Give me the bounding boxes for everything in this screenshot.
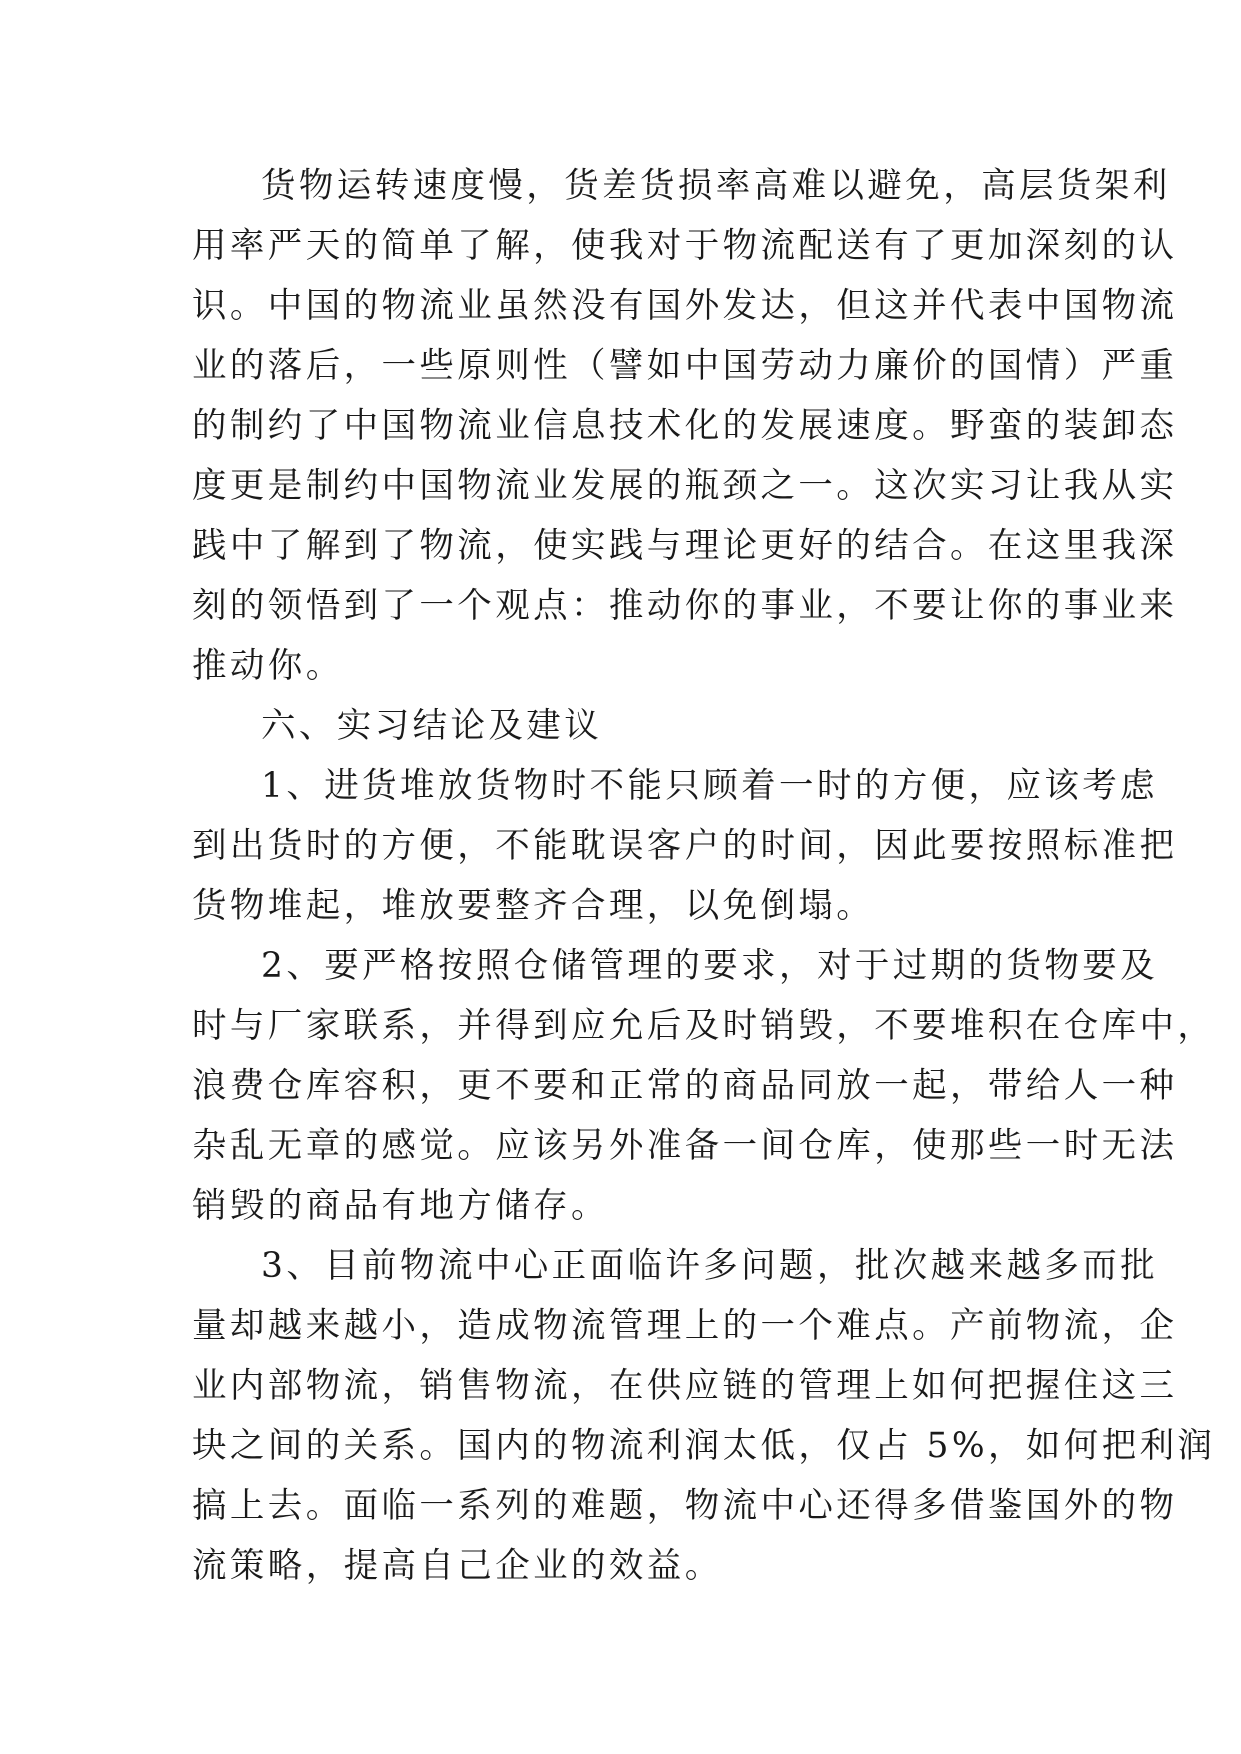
- heading-line: 六、实习结论及建议: [261, 706, 603, 746]
- text-line: 到出货时的方便，不能耽误客户的时间，因此要按照标准把: [192, 826, 1178, 866]
- text-line: 块之间的关系。国内的物流利润太低，仅占 5%，如何把利润: [192, 1426, 1216, 1466]
- text-line: 3、目前物流中心正面临许多问题，批次越来越多而批: [261, 1246, 1159, 1286]
- text-line: 的制约了中国物流业信息技术化的发展速度。野蛮的装卸态: [192, 406, 1178, 446]
- section-heading: [192, 696, 1054, 756]
- text-line: 浪费仓库容积，更不要和正常的商品同放一起，带给人一种: [192, 1066, 1178, 1106]
- text-line: 推动你。: [192, 646, 344, 686]
- text-line: 流策略，提高自己企业的效益。: [192, 1546, 723, 1586]
- text-line: 时与厂家联系，并得到应允后及时销毁，不要堆积在仓库中，: [192, 1006, 1216, 1046]
- text-line: 1、进货堆放货物时不能只顾着一时的方便，应该考虑: [261, 766, 1159, 806]
- text-line: 销毁的商品有地方储存。: [192, 1186, 609, 1226]
- text-line: 业的落后，一些原则性（譬如中国劳动力廉价的国情）严重: [192, 346, 1178, 386]
- text-line: 货物运转速度慢，货差货损率高难以避免，高层货架利: [261, 166, 1171, 206]
- text-line: 杂乱无章的感觉。应该另外准备一间仓库，使那些一时无法: [192, 1126, 1178, 1166]
- text-line: 2、要严格按照仓储管理的要求，对于过期的货物要及: [261, 946, 1159, 986]
- text-line: 用率严天的简单了解，使我对于物流配送有了更加深刻的认: [192, 226, 1178, 266]
- text-line: 货物堆起，堆放要整齐合理，以免倒塌。: [192, 886, 875, 926]
- text-line: 识。中国的物流业虽然没有国外发达，但这并代表中国物流: [192, 286, 1178, 326]
- text-line: 量却越来越小，造成物流管理上的一个难点。产前物流，企: [192, 1306, 1178, 1346]
- document-body: [192, 156, 1216, 1596]
- text-line: 刻的领悟到了一个观点：推动你的事业，不要让你的事业来: [192, 586, 1178, 626]
- paragraph-1: [192, 156, 1178, 696]
- text-line: 度更是制约中国物流业发展的瓶颈之一。这次实习让我从实: [192, 466, 1178, 506]
- text-line: 搞上去。面临一系列的难题，物流中心还得多借鉴国外的物: [192, 1486, 1178, 1526]
- text-line: 业内部物流，销售物流，在供应链的管理上如何把握住这三: [192, 1366, 1178, 1406]
- paragraph-suggestion-3: [192, 1236, 1216, 1596]
- paragraph-suggestion-1: [192, 756, 1178, 936]
- text-line: 践中了解到了物流，使实践与理论更好的结合。在这里我深: [192, 526, 1178, 566]
- paragraph-suggestion-2: [192, 936, 1216, 1236]
